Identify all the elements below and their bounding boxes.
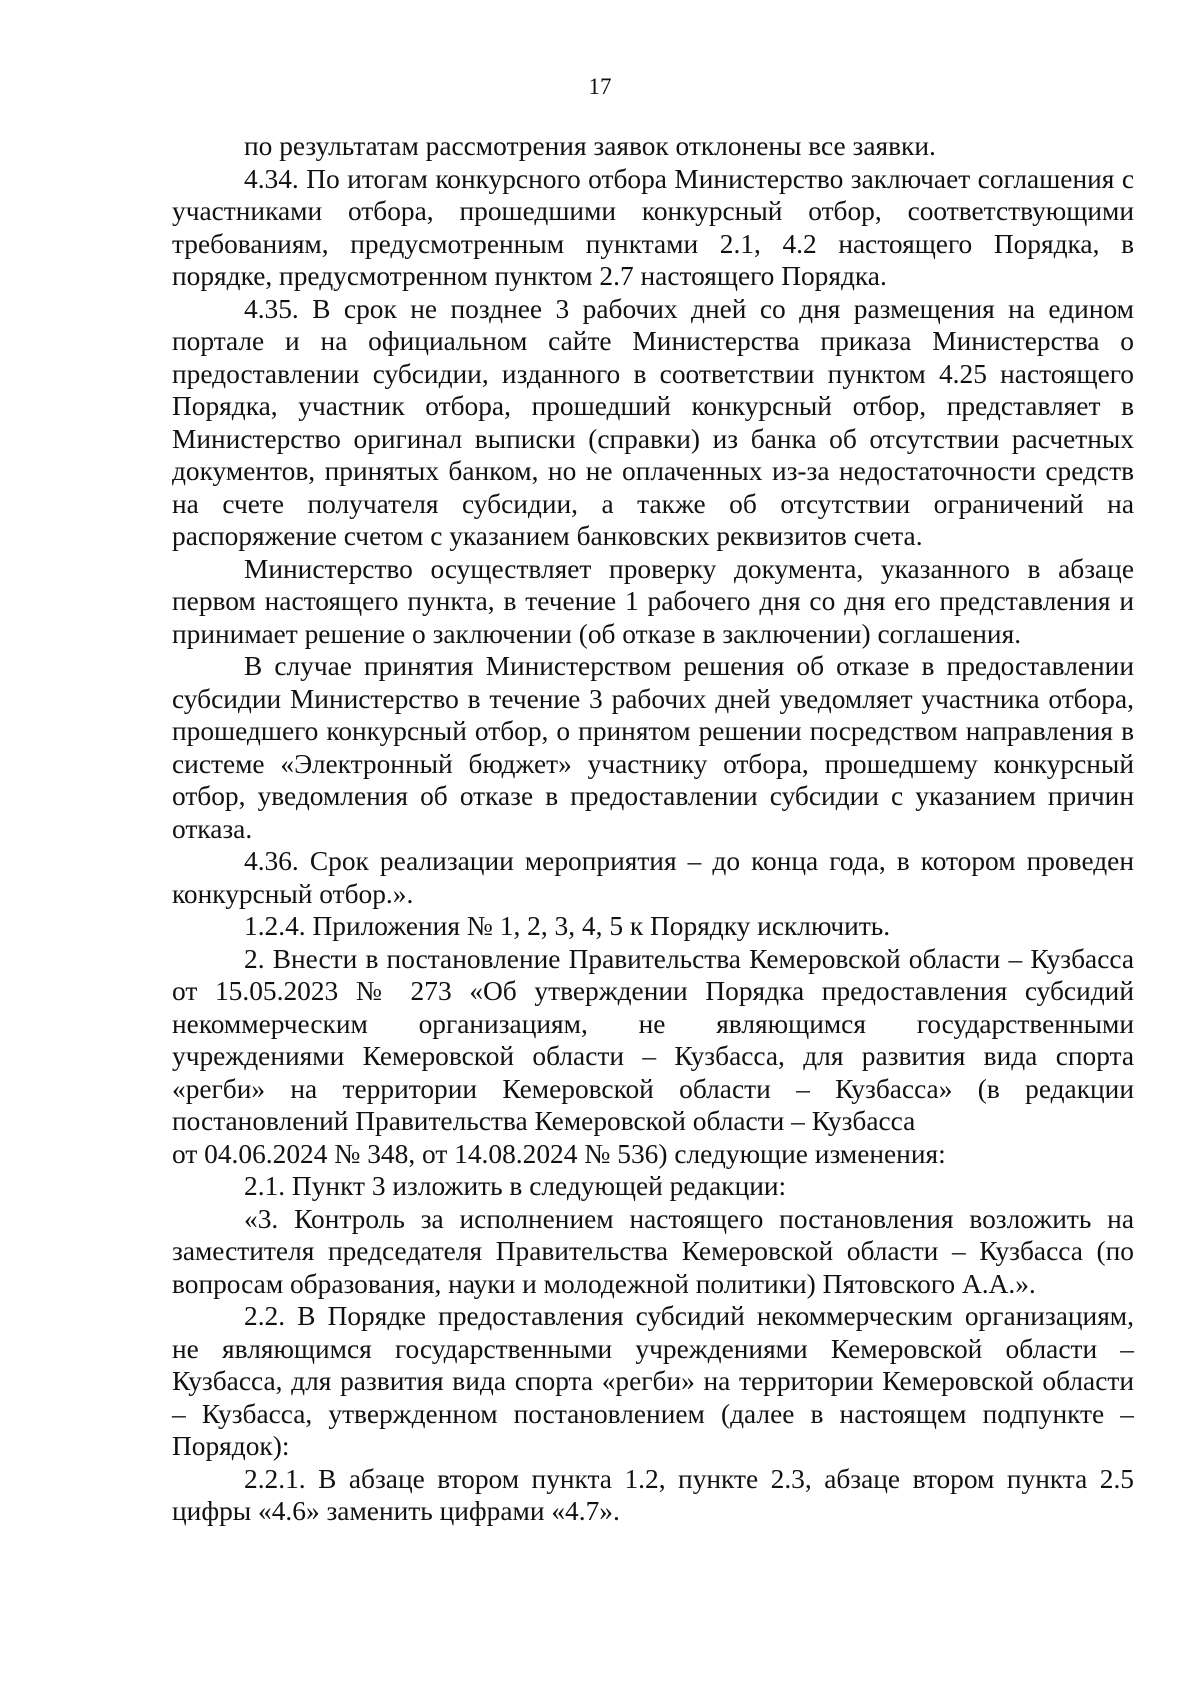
document-body <box>172 130 1134 1528</box>
paragraph-2-part2: от 04.06.2024 № 348, от 14.08.2024 № 536) следующие изменения: <box>172 1138 946 1169</box>
paragraph-4-34: 4.34. По итогам конкурсного отбора Министерство заключает соглашения с участниками отбора, прошедшими конкурсный отбор, соответствующими требованиям, предусмотренным пунктами 2.1, 4.2 настоящего Порядка, в порядке, предусмотренном пунктом 2.7 настоящего Порядка. <box>172 163 1134 291</box>
paragraph-2 <box>172 943 1134 1171</box>
paragraph-2-2: 2.2. В Порядке предоставления субсидий некоммерческим организациям, не являющимся государственными учреждениями Кемеровской области – Кузбасса, для развития вида спорта «регби» на территории Кемеровской области – Кузбасса, утвержденном постановлением (далее в настоящем подпункте – Порядок): <box>172 1301 1134 1461</box>
paragraph-1-2-4: 1.2.4. Приложения № 1, 2, 3, 4, 5 к Порядку исключить. <box>244 911 891 941</box>
paragraph-ministry-check: Министерство осуществляет проверку документа, указанного в абзаце первом настоящего пункта, в течение 1 рабочего дня со дня его представления и принимает решение о заключении (об отказе в заключении) соглашения. <box>172 553 1134 649</box>
paragraph-2-part1: 2. Внести в постановление Правительства Кемеровской области – Кузбасса от 15.05.2023 № 273 «Об утверждении Порядка предоставления субсидий некоммерческим организациям, не являющимся государственными учреждениями Кемеровской области – Кузбасса, для развития вида спорта «регби» на территории Кемеровской области – Кузбасса» (в редакции постановлений Правительства Кемеровской области – Кузбасса <box>172 943 1134 1136</box>
paragraph-2-2-1: 2.2.1. В абзаце втором пункта 1.2, пункте 2.3, абзаце втором пункта 2.5 цифры «4.6» заменить цифрами «4.7». <box>172 1463 1134 1526</box>
page-number: 17 <box>588 74 612 99</box>
paragraph-4-35: 4.35. В срок не позднее 3 рабочих дней со дня размещения на едином портале и на официальном сайте Министерства приказа Министерства о предоставлении субсидии, изданного в соответствии пунктом 4.25 настоящего Порядка, участник отбора, прошедший конкурсный отбор, представляет в Министерство оригинал выписки (справки) из банка об отсутствии расчетных документов, принятых банком, но не оплаченных из-за недостаточности средств на счете получателя субсидии, а также об отсутствии ограничений на распоряжение счетом с указанием банковских реквизитов счета. <box>172 293 1134 551</box>
paragraph-continuation: по результатам рассмотрения заявок отклонены все заявки. <box>244 131 936 161</box>
paragraph-2-1: 2.1. Пункт 3 изложить в следующей редакции: <box>244 1171 787 1201</box>
paragraph-quote-3: «3. Контроль за исполнением настоящего постановления возложить на заместителя председателя Правительства Кемеровской области – Кузбасса (по вопросам образования, науки и молодежной политики) Пятовского А.А.». <box>172 1203 1134 1299</box>
paragraph-4-36: 4.36. Срок реализации мероприятия – до конца года, в котором проведен конкурсный отбор.». <box>172 846 1134 909</box>
paragraph-refusal: В случае принятия Министерством решения об отказе в предоставлении субсидии Министерство в течение 3 рабочих дней уведомляет участника отбора, прошедшего конкурсный отбор, о принятом решении посредством направления в системе «Электронный бюджет» участнику отбора, прошедшему конкурсный отбор, уведомления об отказе в предоставлении субсидии с указанием причин отказа. <box>172 651 1134 844</box>
